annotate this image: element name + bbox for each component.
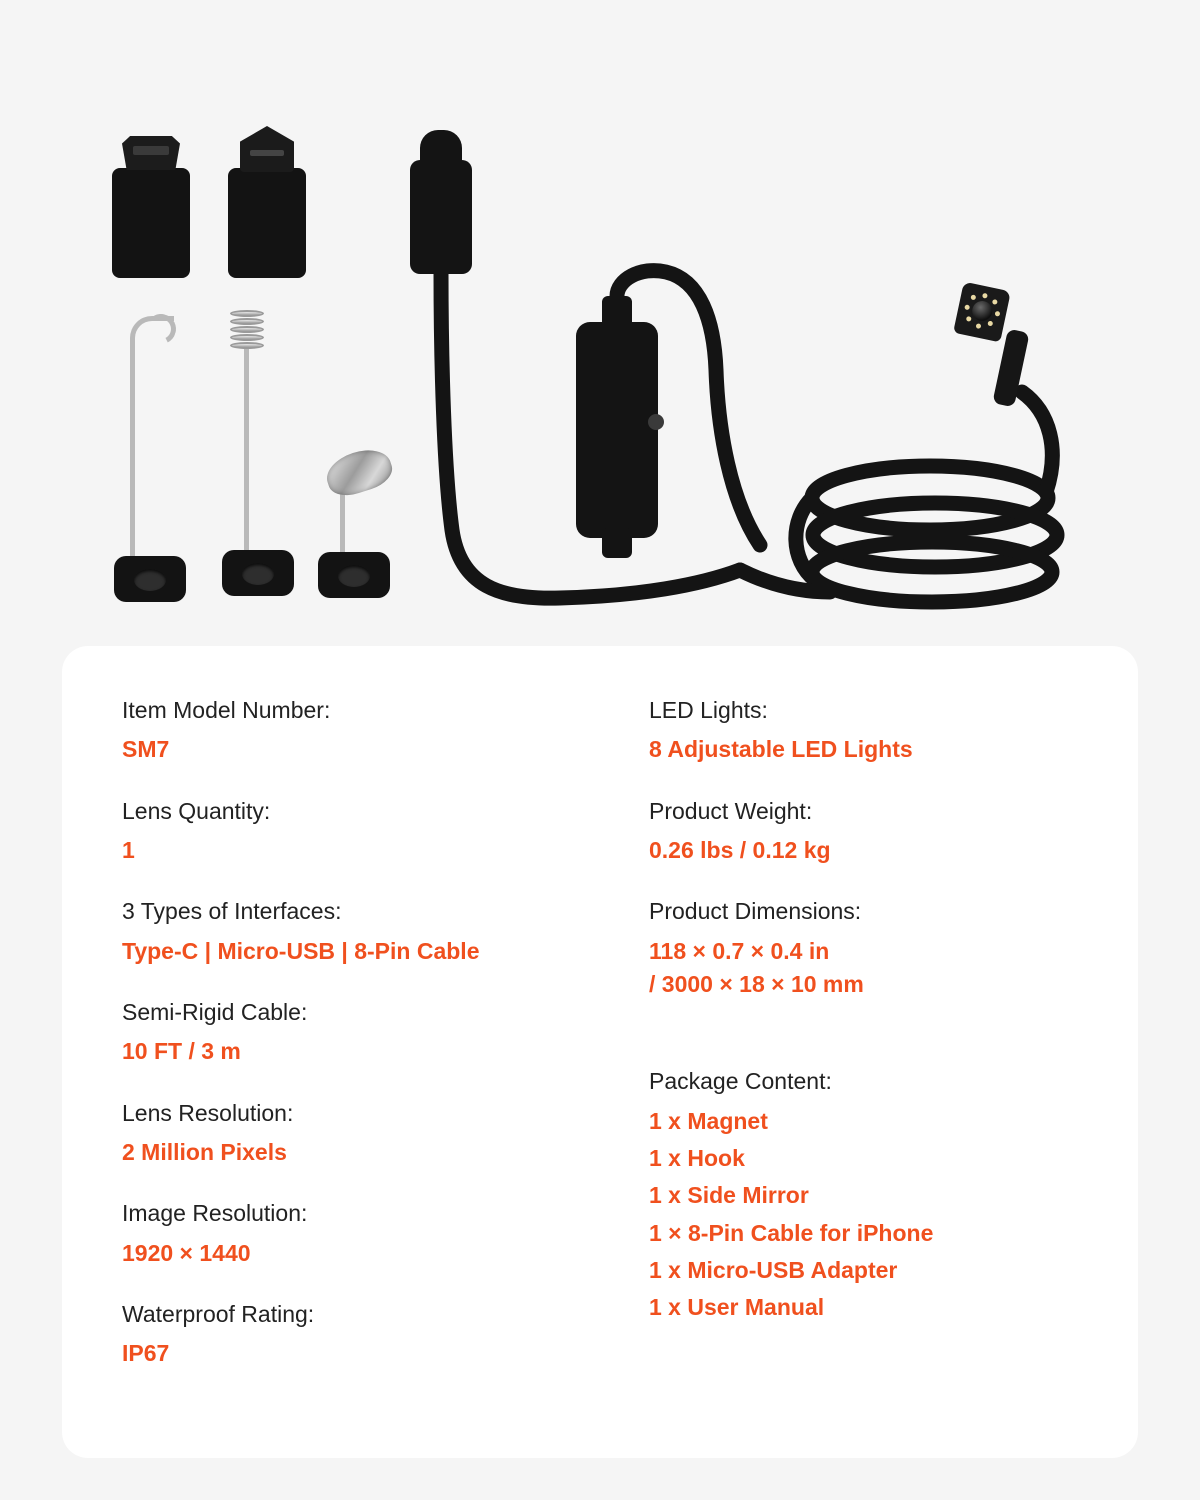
spec-value: 1 [122,837,135,864]
package-content-list [649,1105,1138,1325]
spec-column-right [611,694,1138,1399]
specification-card [62,646,1138,1458]
micro-usb-adapter [112,168,190,278]
spec-value: 8 Adjustable LED Lights [649,736,913,763]
spec-value: 2 Million Pixels [122,1139,287,1166]
spec-item-waterproof-rating [122,1298,611,1371]
brightness-dial-icon [648,414,664,430]
spec-label: Product Dimensions: [649,898,862,925]
spec-value: Type-C | Micro-USB | 8-Pin Cable [122,937,480,964]
magnet-mount-ring [222,550,294,596]
spec-label: Lens Resolution: [122,1099,294,1126]
spec-value: 10 FT / 3 m [122,1038,241,1065]
hook-accessory [130,316,174,562]
spec-item-package-content [649,1065,1138,1324]
spec-item-lens-resolution [122,1097,611,1170]
micro-usb-slot [133,146,169,155]
spec-value-millimeters: / 3000 × 18 × 10 mm [649,971,864,998]
spec-label: Product Weight: [649,797,813,824]
spec-label: LED Lights: [649,697,768,723]
lightning-contacts [250,150,284,156]
magnet-spring-icon [230,310,264,352]
product-photo [0,0,1200,650]
spec-label: Waterproof Rating: [122,1301,315,1328]
spec-label: Item Model Number: [122,697,331,723]
usb-c-connector [410,160,472,274]
hook-mount-ring [114,556,186,602]
spec-value-inches: 118 × 0.7 × 0.4 in [649,937,830,964]
spec-item-cable-length [122,996,611,1069]
spec-item-product-weight [649,795,1138,868]
control-box-neck-bottom [602,528,632,558]
led-control-box [576,322,658,538]
spec-item-model-number [122,694,611,767]
package-item: 1 x Side Mirror [649,1182,809,1209]
spec-label: 3 Types of Interfaces: [122,898,342,925]
package-item: 1 × 8-Pin Cable for iPhone [649,1219,934,1246]
spec-item-image-resolution [122,1197,611,1270]
spec-label: Package Content: [649,1068,832,1095]
spec-label: Image Resolution: [122,1200,308,1227]
spec-value: IP67 [122,1340,170,1367]
spec-value: 1920 × 1440 [122,1239,251,1266]
spacer [649,1029,1138,1065]
package-item: 1 x Micro-USB Adapter [649,1257,898,1284]
spec-item-interfaces [122,895,611,968]
spec-label: Lens Quantity: [122,797,271,824]
spec-label: Semi-Rigid Cable: [122,999,308,1026]
package-item: 1 x Hook [649,1145,745,1172]
spec-value: 0.26 lbs / 0.12 kg [649,837,831,864]
spec-item-product-dimensions [649,895,1138,1001]
spec-column-left [62,694,611,1399]
lightning-adapter [228,168,306,278]
package-item: 1 x Magnet [649,1107,768,1134]
magnet-stem [244,344,249,556]
spec-item-led-lights [649,694,1138,767]
spec-columns [62,646,1138,1399]
mirror-mount-ring [318,552,390,598]
package-item: 1 x User Manual [649,1294,825,1321]
spec-value: SM7 [122,736,170,763]
spec-item-lens-quantity [122,795,611,868]
